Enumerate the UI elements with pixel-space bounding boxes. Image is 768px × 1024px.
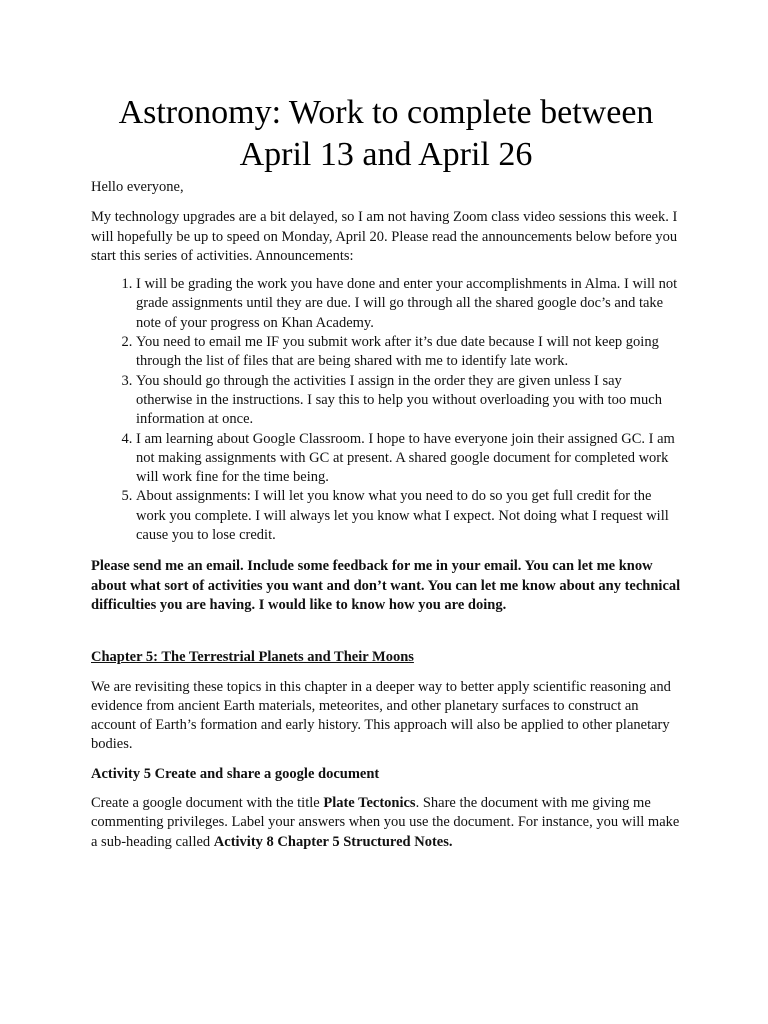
greeting: Hello everyone, <box>91 179 184 195</box>
email-request-note: Please send me an email. Include some feedback for me in your email. You can let me know about what sort of activities you want and don’t want. You can let me know about any technical difficulties you are having. I would like to know how you are doing. <box>91 558 681 613</box>
doc-title: Plate Tectonics <box>323 795 416 812</box>
announcement-item: 3. You should go through the activities I assign in the order they are given unless I say otherwise in the instructions. I say this to help you without overloading you with too much information at once. <box>136 372 681 430</box>
announcement-item: 5. About assignments: I will let you know what you need to do so you get full credit for the work you complete. I will always let you know what I expect. Not doing what I request will cause you to lose credit. <box>136 487 681 545</box>
activity-text-2: . Share the document with me giving me commenting privileges. Label your answers when you use the document. For instance, you will make a sub-heading called <box>91 795 680 850</box>
activity-body <box>91 794 681 852</box>
activity-text-1: Create a google document with the title <box>91 795 324 812</box>
title-line-1: Astronomy: Work to complete between <box>118 94 654 131</box>
chapter-body: We are revisiting these topics in this chapter in a deeper way to better apply scientific reasoning and evidence from ancient Earth materials, meteorites, and other planetary surfaces to construct an account of Earth’s formation and early history. This approach will also be applied to other planetary bodies. <box>91 678 671 753</box>
page-title <box>91 92 681 176</box>
document-page <box>91 92 681 852</box>
activity-heading: Activity 5 Create and share a google document <box>91 765 380 782</box>
activity-subheading: Activity 8 Chapter 5 Structured Notes. <box>213 833 453 850</box>
announcement-item: 1. I will be grading the work you have done and enter your accomplishments in Alma. I will not grade assignments until they are due. I will go through all the shared google doc’s and take note of your progress on Khan Academy. <box>136 275 681 333</box>
announcement-item: 2. You need to email me IF you submit work after it’s due date because I will not keep going through the list of files that are being shared with me to identify late work. <box>136 333 681 372</box>
intro-paragraph: My technology upgrades are a bit delayed, so I am not having Zoom class video sessions this week. I will hopefully be up to speed on Monday, April 20. Please read the announcements below before you start this series of activities. Announcements: <box>91 209 678 264</box>
announcement-item: 4. I am learning about Google Classroom. I hope to have everyone join their assigned GC. I am not making assignments with GC at present. A shared google document for completed work will work fine for the time being. <box>136 430 681 488</box>
announcements-list <box>91 275 681 545</box>
chapter-heading: Chapter 5: The Terrestrial Planets and Their Moons <box>91 649 414 666</box>
title-line-2: April 13 and April 26 <box>239 136 533 173</box>
